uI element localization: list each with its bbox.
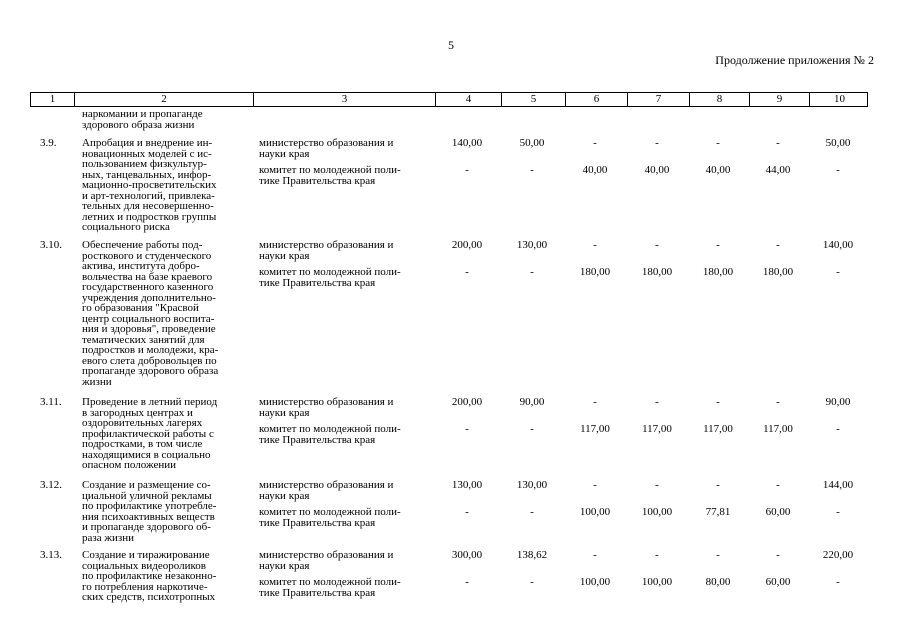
value-cell-col-4: - (465, 576, 469, 588)
item-name-line: новационных моделей с ис- (82, 147, 212, 160)
item-name-line: Проведение в летний период (82, 396, 218, 408)
value-cell-col-4: 200,00 (451, 396, 483, 408)
item-name-line: росткового и студенческого (82, 249, 212, 262)
value-cell-col-10: - (836, 266, 840, 278)
executor-line: комитет по молодежной поли- (259, 164, 401, 176)
value-cell-col-5: 130,00 (516, 239, 548, 251)
value-cell-col-4: 140,00 (451, 137, 483, 149)
item-name-line: Создание и размещение со- (82, 479, 211, 491)
item-name-line: го потребления наркотиче- (82, 580, 208, 593)
executor-line: тике Правительства края (259, 586, 376, 599)
item-name-line: Апробация и внедрение ин- (82, 137, 213, 149)
executor-line: тике Правительства края (259, 516, 376, 529)
value-cell-col-7: 100,00 (641, 506, 673, 518)
value-cell-col-4: - (465, 266, 469, 278)
executor-line: комитет по молодежной поли- (259, 266, 401, 278)
executor-line: тике Правительства края (259, 174, 376, 187)
item-name-line: актива, института добро- (82, 260, 200, 272)
item-name-line: жизни (82, 375, 112, 388)
value-cell-col-10: - (836, 423, 840, 435)
item-name-line: центр социального воспита- (82, 312, 215, 325)
item-name-line: Создание и тиражирование (82, 549, 210, 561)
value-cell-col-5: 138,62 (516, 549, 548, 561)
item-name-line: оздоровительных лагерях (82, 417, 203, 429)
value-cell-col-4: - (465, 506, 469, 518)
value-cell-col-9: 117,00 (763, 423, 793, 435)
item-name-line: подростками, в том числе (82, 438, 203, 450)
value-cell-col-5: - (530, 506, 534, 518)
header-col-9: 9 (749, 93, 809, 106)
value-cell-col-6: 40,00 (582, 164, 608, 176)
item-name-line: социальных видеороликов (82, 559, 206, 572)
item-name-line: мационно-просветительских (82, 179, 217, 191)
value-cell-col-8: - (716, 479, 720, 491)
header-col-1: 1 (49, 93, 56, 105)
item-name-line: государственного казенного (82, 281, 214, 293)
executor-line: министерство образования и (259, 479, 394, 491)
executor-line: науки края (259, 559, 310, 572)
item-number: 3.9. (40, 137, 57, 149)
value-cell-col-10: - (836, 576, 840, 588)
value-cell-col-6: 100,00 (579, 506, 611, 518)
value-cell-col-8: 80,00 (705, 576, 731, 588)
value-cell-col-10: 144,00 (822, 479, 854, 491)
item-name-line: опасном положении (82, 459, 176, 471)
value-cell-col-7: 117,00 (642, 423, 672, 435)
value-cell-col-5: 90,00 (519, 396, 545, 408)
value-cell-col-10: - (836, 506, 840, 518)
item-name-line: учреждения дополнительно- (82, 291, 216, 304)
item-name-line: циальной уличной рекламы (82, 489, 212, 502)
value-cell-col-10: 50,00 (825, 137, 851, 149)
executor-line: министерство образования и (259, 549, 394, 561)
value-cell-col-10: 90,00 (825, 396, 851, 408)
header-col-6: 6 (565, 93, 627, 106)
item-number: 3.13. (40, 549, 62, 561)
value-cell-col-6: - (593, 137, 597, 149)
page-number: 5 (448, 38, 454, 52)
item-number: 3.12. (40, 479, 62, 491)
value-cell-col-5: 50,00 (519, 137, 545, 149)
value-cell-col-9: 180,00 (762, 266, 794, 278)
value-cell-col-10: - (836, 164, 840, 176)
item-name-line: тематических занятий для (82, 333, 205, 346)
executor-line: науки края (259, 406, 310, 419)
item-name-line: ных, танцевальных, инфор- (82, 168, 212, 181)
continuation-label: Продолжение приложения № 2 (715, 53, 874, 67)
value-cell-col-7: - (655, 137, 659, 149)
item-name-line: ских средств, психотропных (82, 591, 216, 603)
value-cell-col-8: 40,00 (705, 164, 731, 176)
executor-line: комитет по молодежной поли- (259, 423, 401, 435)
executor-line: министерство образования и (259, 137, 394, 149)
value-cell-col-7: - (655, 549, 659, 561)
item-name-line: профилактической работы с (82, 427, 214, 440)
item-number: 3.10. (40, 239, 62, 251)
value-cell-col-9: - (776, 239, 780, 251)
value-cell-col-5: - (530, 423, 534, 435)
value-cell-col-6: - (593, 396, 597, 408)
header-col-3: 3 (253, 93, 435, 106)
table-header (30, 92, 868, 107)
value-cell-col-5: - (530, 576, 534, 588)
value-cell-col-9: - (776, 549, 780, 561)
value-cell-col-9: - (776, 396, 780, 408)
header-col-8: 8 (689, 93, 749, 106)
item-name-line: и пропаганде здорового об- (82, 521, 211, 533)
executor-line: комитет по молодежной поли- (259, 506, 401, 518)
value-cell-col-4: 300,00 (451, 549, 483, 561)
executor-line: науки края (259, 147, 310, 160)
executor-line: комитет по молодежной поли- (259, 576, 401, 588)
value-cell-col-8: 77,81 (705, 506, 731, 518)
item-name-line: находящимися в социально (82, 448, 211, 461)
value-cell-col-10: 220,00 (822, 549, 854, 561)
value-cell-col-5: 130,00 (516, 479, 548, 491)
value-cell-col-6: - (593, 479, 597, 491)
header-col-7: 7 (627, 93, 689, 106)
carryover-line: наркомании и пропаганде (82, 108, 203, 120)
value-cell-col-8: - (716, 239, 720, 251)
value-cell-col-6: 180,00 (579, 266, 611, 278)
item-name-line: вольчества на базе краевого (82, 270, 213, 283)
value-cell-col-4: 200,00 (451, 239, 483, 251)
item-name-line: евого слета добровольцев по (82, 354, 217, 367)
item-name-line: пользованием физкультур- (82, 158, 207, 170)
item-name-line: го образования "Красвой (82, 302, 199, 314)
carryover-line: здорового образа жизни (82, 118, 195, 131)
item-name-line: ния психоактивных веществ (82, 510, 215, 523)
value-cell-col-6: - (593, 239, 597, 251)
item-name-line: по профилактике незаконно- (82, 570, 217, 582)
value-cell-col-9: - (776, 137, 780, 149)
item-name-line: пропаганде здорового образа (82, 365, 219, 377)
value-cell-col-4: 130,00 (451, 479, 483, 491)
value-cell-col-7: - (655, 239, 659, 251)
item-name-line: в загородных центрах и (82, 406, 193, 419)
value-cell-col-10: 140,00 (822, 239, 854, 251)
value-cell-col-8: 180,00 (702, 266, 734, 278)
item-name-line: ния и здоровья", проведение (82, 323, 216, 335)
value-cell-col-8: 117,00 (703, 423, 733, 435)
value-cell-col-7: 100,00 (641, 576, 673, 588)
executor-line: науки края (259, 489, 310, 502)
value-cell-col-9: 60,00 (765, 506, 791, 518)
value-cell-col-5: - (530, 266, 534, 278)
value-cell-col-7: 180,00 (641, 266, 673, 278)
executor-line: тике Правительства края (259, 433, 376, 446)
value-cell-col-4: - (465, 164, 469, 176)
value-cell-col-6: 117,00 (580, 423, 610, 435)
value-cell-col-9: 60,00 (765, 576, 791, 588)
item-name-line: подростков и молодежи, кра- (82, 344, 219, 356)
executor-line: министерство образования и (259, 396, 394, 408)
item-name-line: раза жизни (82, 531, 134, 544)
value-cell-col-8: - (716, 137, 720, 149)
item-name-line: летних и подростков группы (82, 210, 217, 223)
value-cell-col-6: - (593, 549, 597, 561)
item-name-line: социального риска (82, 221, 170, 233)
item-name-line: и арт-технологий, привлека- (82, 189, 215, 202)
header-col-4: 4 (435, 93, 501, 106)
item-number: 3.11. (40, 396, 62, 408)
value-cell-col-9: 44,00 (765, 164, 791, 176)
executor-line: министерство образования и (259, 239, 394, 251)
value-cell-col-4: - (465, 423, 469, 435)
executor-line: тике Правительства края (259, 276, 376, 289)
header-col-5: 5 (501, 93, 565, 106)
value-cell-col-7: - (655, 479, 659, 491)
value-cell-col-6: 100,00 (579, 576, 611, 588)
item-name-line: тельных для несовершенно- (82, 200, 214, 212)
value-cell-col-8: - (716, 549, 720, 561)
value-cell-col-7: - (655, 396, 659, 408)
value-cell-col-5: - (530, 164, 534, 176)
item-name-line: Обеспечение работы под- (82, 239, 203, 251)
value-cell-col-9: - (776, 479, 780, 491)
item-name-line: по профилактике употребле- (82, 500, 217, 512)
executor-line: науки края (259, 249, 310, 262)
value-cell-col-7: 40,00 (644, 164, 670, 176)
header-col-10: 10 (809, 93, 869, 106)
value-cell-col-8: - (716, 396, 720, 408)
header-col-2: 2 (74, 93, 253, 106)
